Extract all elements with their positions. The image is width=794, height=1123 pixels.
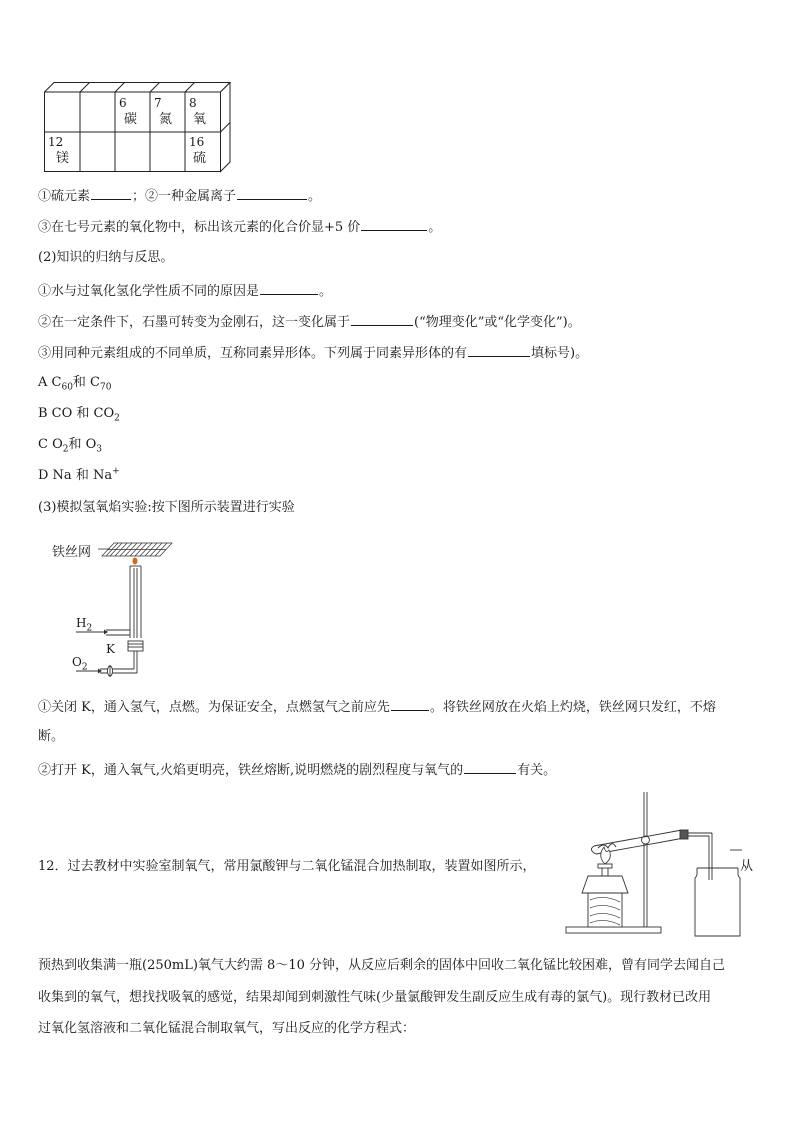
q2-item1: ①水与过氧化氢化学性质不同的原因是 。 — [38, 281, 332, 301]
cell-element: 硫 — [193, 151, 207, 166]
cell-number: 12 — [48, 135, 64, 149]
valve-label: K — [106, 642, 115, 656]
flame-icon — [133, 558, 138, 565]
answer-blank[interactable] — [361, 217, 427, 231]
q3-step1-cont: 断。 — [38, 729, 65, 744]
cell-element: 镁 — [56, 151, 70, 166]
h2-label: $H_2$ — [76, 616, 93, 634]
q12-intro: 12．过去教材中实验室制氧气，常用氯酸钾与二氧化锰混合加热制取，装置如图所示， — [38, 859, 536, 874]
q1-line2: ③在七号元素的氧化物中，标出该元素的化合价显+5 价 。 — [38, 217, 441, 237]
answer-blank[interactable] — [237, 186, 307, 200]
option-d: D Na 和 Na+ — [38, 466, 120, 483]
mesh-label: 铁丝网 — [52, 545, 92, 560]
cell-element: 碳 — [124, 112, 138, 127]
q3-step2: ②打开 K，通入氧气,火焰更明亮，铁丝熔断,说明燃烧的剧烈程度与氧气的 有关。 — [38, 760, 556, 780]
cell-number: 7 — [154, 96, 162, 110]
q3-heading: (3)模拟氢氧焰实验:按下图所示装置进行实验 — [38, 500, 295, 515]
oxygen-heating-apparatus — [564, 790, 744, 940]
heating-apparatus-drawing — [564, 790, 744, 940]
q1-line1: ①硫元素 ；②一种金属离子 。 — [38, 186, 321, 206]
q3-step1: ①关闭 K，通入氢气，点燃。为保证安全，点燃氢气之前应先 。将铁丝网放在火焰上灼烧，铁丝网只发红，不熔 — [38, 697, 716, 717]
option-a: A $C_{60}$和 $C_{70}$ — [38, 375, 112, 393]
cell-number: 8 — [189, 96, 197, 110]
answer-blank[interactable] — [464, 760, 516, 774]
option-c: C $O_2$和 $O_3$ — [38, 437, 103, 455]
answer-blank[interactable] — [391, 697, 429, 711]
q2-item3: ③用同种元素组成的不同单质，互称同素异形体。下列属于同素异形体的有 填标号)。 — [38, 343, 588, 363]
valve-k-icon — [108, 665, 113, 677]
o2-label: $O_2$ — [72, 655, 88, 673]
q12-intro-tail: 从 — [740, 859, 754, 874]
cell-number: 16 — [189, 135, 205, 149]
q12-para3: 收集到的氧气，想找找吸氧的感觉，结果却闻到刺激性气味(少量氯酸钾发生副反应生成有毒的氯气)。现行教材已改用 — [38, 990, 712, 1005]
answer-blank[interactable] — [91, 186, 131, 200]
hydrogen-oxygen-apparatus — [48, 530, 188, 685]
answer-blank[interactable] — [260, 281, 318, 295]
cell-element: 氮 — [159, 112, 173, 127]
option-b: B CO 和 $CO_2$ — [38, 406, 120, 424]
cell-number: 6 — [119, 96, 127, 110]
flame-icon — [601, 847, 611, 864]
wire-mesh-icon — [102, 543, 172, 556]
answer-blank[interactable] — [468, 343, 530, 357]
q12-para4: 过氧化氢溶液和二氧化锰混合制取氧气，写出反应的化学方程式： — [38, 1021, 416, 1036]
q2-heading: (2)知识的归纳与反思。 — [38, 250, 174, 265]
cell-element: 氧 — [193, 112, 207, 127]
periodic-table — [44, 82, 234, 174]
answer-blank[interactable] — [351, 312, 413, 326]
q2-item2: ②在一定条件下，石墨可转变为金刚石，这一变化属于 (“物理变化”或“化学变化”)。 — [38, 312, 581, 332]
q12-para2: 预热到收集满一瓶(250mL)氧气大约需 8～10 分钟，从反应后剩余的固体中回收二氧化锰比较困难，曾有同学去闻自己 — [38, 958, 725, 973]
